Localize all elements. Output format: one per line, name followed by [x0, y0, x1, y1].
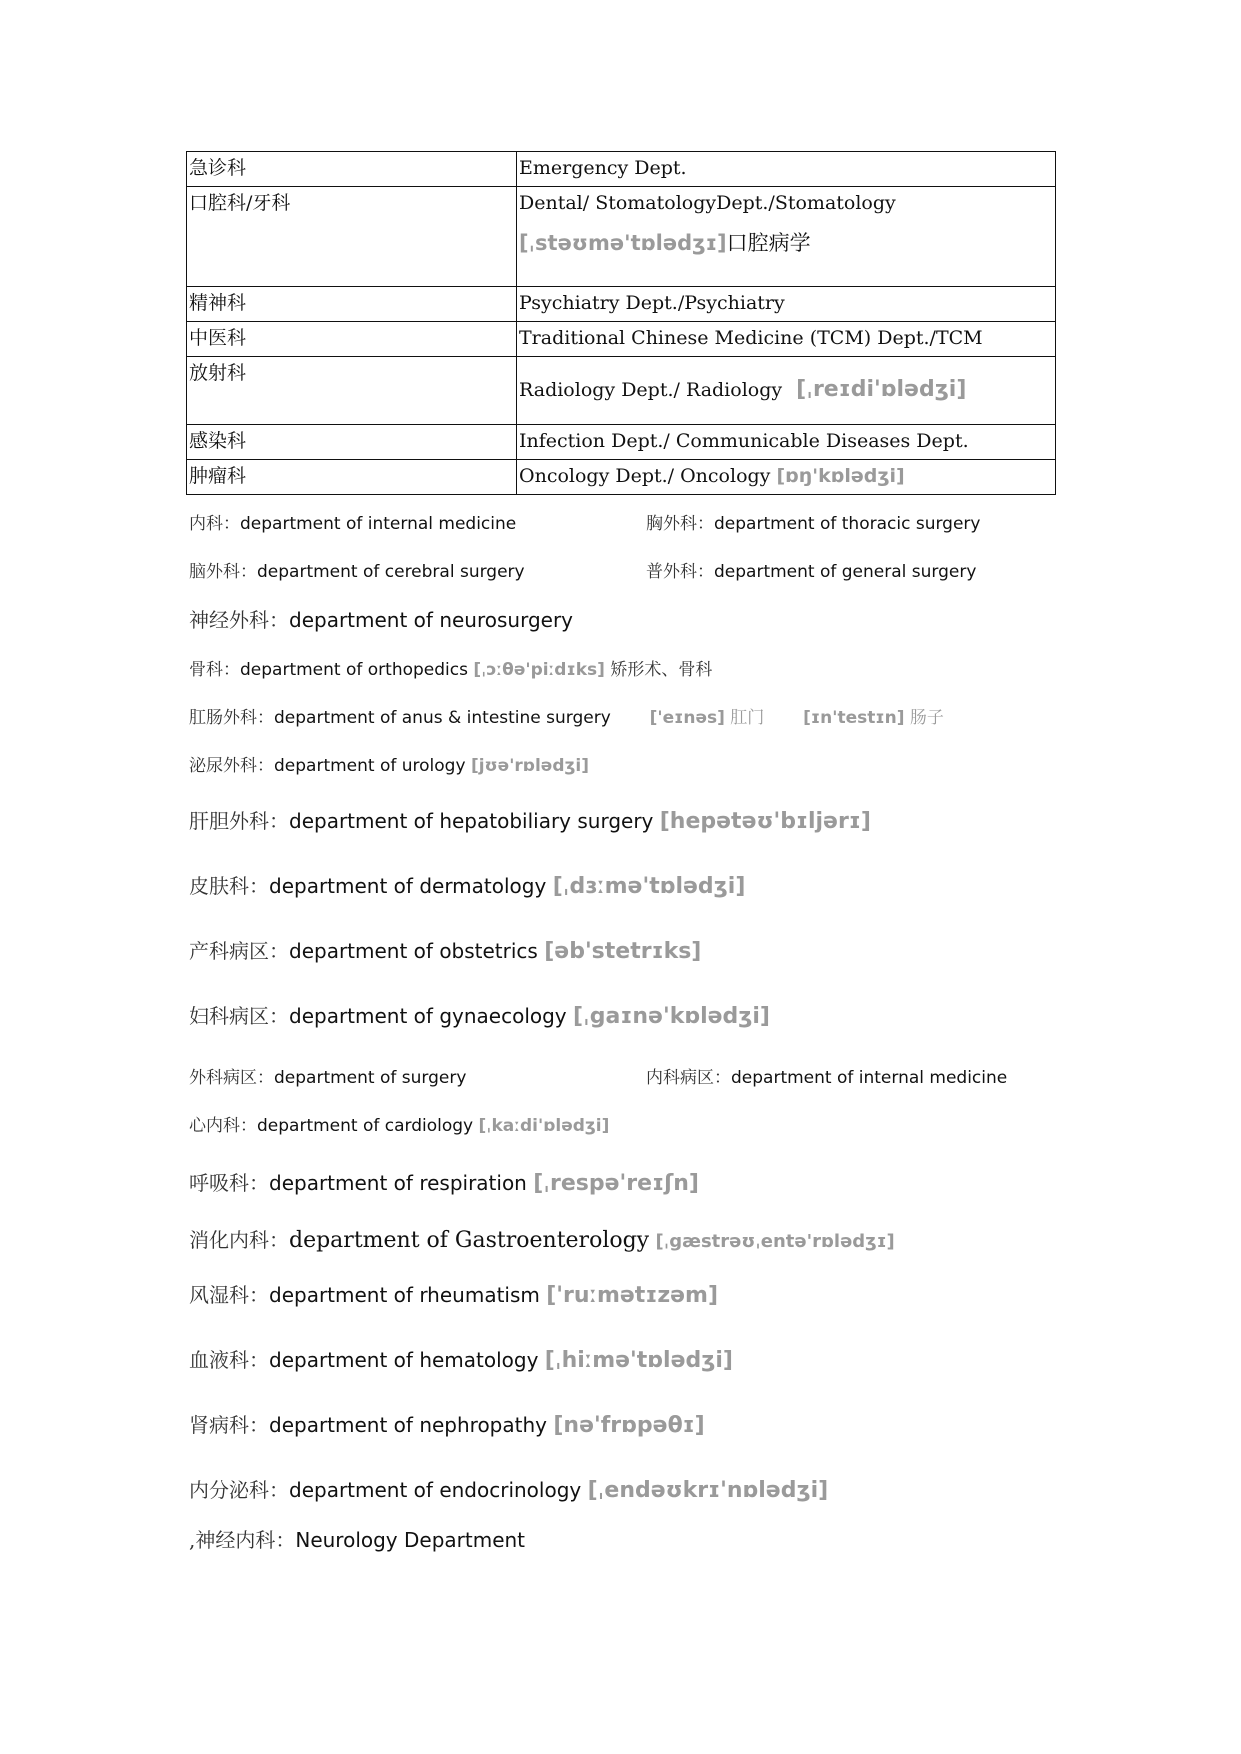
term-en: department of respiration [269, 1171, 527, 1195]
term-cn: 皮肤科： [189, 874, 269, 898]
table-cell-cn: 中医科 [187, 322, 517, 357]
list-item [189, 1000, 770, 1029]
ipa-text: ['eɪnəs] [649, 708, 725, 728]
term-en: department of internal medicine [240, 514, 517, 534]
term-cn: 肾病科： [189, 1413, 269, 1437]
list-item [189, 1344, 733, 1373]
table-row [187, 322, 1056, 357]
table-cell-en-text: Emergency Dept. [519, 157, 687, 179]
ipa-text: [ˌhiːmə'tɒlədʒi] [544, 1348, 733, 1373]
term-cn: 风湿科： [189, 1283, 269, 1307]
term-en: department of urology [274, 756, 466, 776]
table-cell-cn: 感染科 [187, 425, 517, 460]
table-cell-cn: 口腔科/牙科 [187, 187, 517, 287]
term-en: department of anus & intestine surgery [274, 708, 611, 728]
table-cell-ipa-line [519, 231, 1053, 256]
term-en: department of neurosurgery [289, 608, 574, 632]
ipa-text: [nə'frɒpəθɪ] [553, 1413, 705, 1438]
table-cell-cn: 精神科 [187, 287, 517, 322]
ipa-text: [ɒŋ'kɒlədʒi] [776, 465, 905, 487]
term-cn: 呼吸科： [189, 1171, 269, 1195]
term-cn: 外科病区： [189, 1068, 274, 1088]
term-en: department of surgery [274, 1068, 467, 1088]
term-cn: 神经外科： [189, 608, 289, 632]
term-cn: 肛肠外科： [189, 708, 274, 728]
ipa-text: [ˌendəʊkrɪ'nɒlədʒi] [587, 1478, 829, 1503]
term-cn: 内科病区： [646, 1068, 731, 1088]
ipa-text: [əb'stetrɪks] [544, 939, 702, 964]
term-cn: 骨科： [189, 660, 240, 680]
list-item [189, 655, 712, 680]
ipa-text: [ˌdɜːmə'tɒlədʒi] [552, 874, 746, 899]
table-row [187, 152, 1056, 187]
table-row [187, 357, 1056, 425]
term-en: department of cerebral surgery [257, 562, 525, 582]
term-en: department of internal medicine [731, 1068, 1008, 1088]
ipa-text: [jʊə'rɒlədʒi] [470, 756, 589, 776]
table-cell-en [517, 357, 1056, 425]
ipa-text: ['ruːmətɪzəm] [546, 1283, 719, 1308]
table-cell-cn: 急诊科 [187, 152, 517, 187]
note-text: 口腔病学 [726, 230, 811, 255]
list-item [189, 751, 589, 776]
term-cn: 泌尿外科： [189, 756, 274, 776]
table-row [187, 425, 1056, 460]
term-en: department of orthopedics [240, 660, 468, 680]
term-cn: 普外科： [646, 562, 714, 582]
table-cell-en [517, 152, 1056, 187]
term-en: department of hematology [269, 1348, 539, 1372]
term-cn: 内分泌科： [189, 1478, 289, 1502]
term-en: department of general surgery [714, 562, 977, 582]
term-en: department of thoracic surgery [714, 514, 981, 534]
term-cn: 脑外科： [189, 562, 257, 582]
table-cell-en-text: Radiology Dept./ Radiology [519, 379, 783, 401]
term-cn: 心内科： [189, 1116, 257, 1136]
term-cn: 消化内科： [189, 1228, 289, 1252]
table-cell-en-text: Oncology Dept./ Oncology [519, 465, 771, 487]
term-en: department of endocrinology [289, 1478, 582, 1502]
term-en: Neurology Department [295, 1528, 526, 1552]
list-item [189, 509, 516, 534]
list-item [189, 1063, 466, 1088]
note-text: 矫形术、骨科 [610, 660, 713, 680]
ipa-text: [ˌkaːdi'ɒlədʒi] [478, 1116, 610, 1136]
list-item [189, 703, 944, 728]
term-cn: 胸外科： [646, 514, 714, 534]
table-cell-cn: 肿瘤科 [187, 460, 517, 495]
list-item [189, 1279, 718, 1308]
list-item [646, 557, 976, 582]
ipa-text: [ˌɔːθə'piːdɪks] [473, 660, 605, 680]
ipa-text: [ˌreɪdi'ɒlədʒi] [796, 377, 967, 402]
list-item [189, 935, 701, 964]
table-cell-cn: 放射科 [187, 357, 517, 425]
table-cell-en: Psychiatry Dept./Psychiatry [517, 287, 1056, 322]
list-item [189, 870, 745, 899]
list-item [646, 509, 980, 534]
ipa-text: [ˌgæstrəʊˌentə'rɒlədʒɪ] [655, 1231, 895, 1252]
list-item [646, 1063, 1007, 1088]
list-item [189, 1224, 895, 1253]
list-item [189, 1167, 699, 1196]
table-cell-en: Infection Dept./ Communicable Diseases Dept. [517, 425, 1056, 460]
term-cn: 产科病区： [189, 939, 289, 963]
ipa-text: [ˌstəʊmə'tɒlədʒɪ] [519, 230, 727, 255]
term-cn: 妇科病区： [189, 1004, 289, 1028]
term-en: department of gynaecology [289, 1004, 567, 1028]
list-item [189, 1111, 609, 1136]
note-text: 肛门 [730, 708, 765, 728]
table-row [187, 287, 1056, 322]
term-en: department of cardiology [257, 1116, 474, 1136]
list-item [189, 1474, 828, 1503]
term-en: department of dermatology [269, 874, 547, 898]
term-cn: 内科： [189, 514, 240, 534]
ipa-text: [ɪn'testɪn] [803, 708, 905, 728]
ipa-text: [hepətəʊ'bɪljərɪ] [659, 809, 871, 834]
term-cn: 肝胆外科： [189, 809, 289, 833]
list-item [189, 805, 871, 834]
table-cell-en [517, 187, 1056, 287]
ipa-text: [ˌgaɪnə'kɒlədʒi] [573, 1004, 770, 1029]
term-en: department of obstetrics [289, 939, 538, 963]
term-en: department of rheumatism [269, 1283, 540, 1307]
term-en: department of nephropathy [269, 1413, 547, 1437]
list-item [189, 557, 525, 582]
table-row [187, 460, 1056, 495]
table-cell-en: Traditional Chinese Medicine (TCM) Dept./TCM [517, 322, 1056, 357]
list-item [189, 1524, 525, 1553]
term-cn: ,神经内科： [189, 1528, 296, 1552]
ipa-text: [ˌrespə'reɪʃn] [533, 1171, 699, 1196]
list-item [189, 1409, 705, 1438]
term-en: department of Gastroenterology [289, 1228, 650, 1253]
term-en: department of hepatobiliary surgery [289, 809, 654, 833]
table-row [187, 187, 1056, 287]
department-table [186, 151, 1056, 495]
list-item [189, 604, 573, 633]
note-text: 肠子 [909, 708, 944, 728]
term-cn: 血液科： [189, 1348, 269, 1372]
table-cell-en [517, 460, 1056, 495]
table-cell-en-text: Dental/ StomatologyDept./Stomatology [519, 192, 896, 214]
